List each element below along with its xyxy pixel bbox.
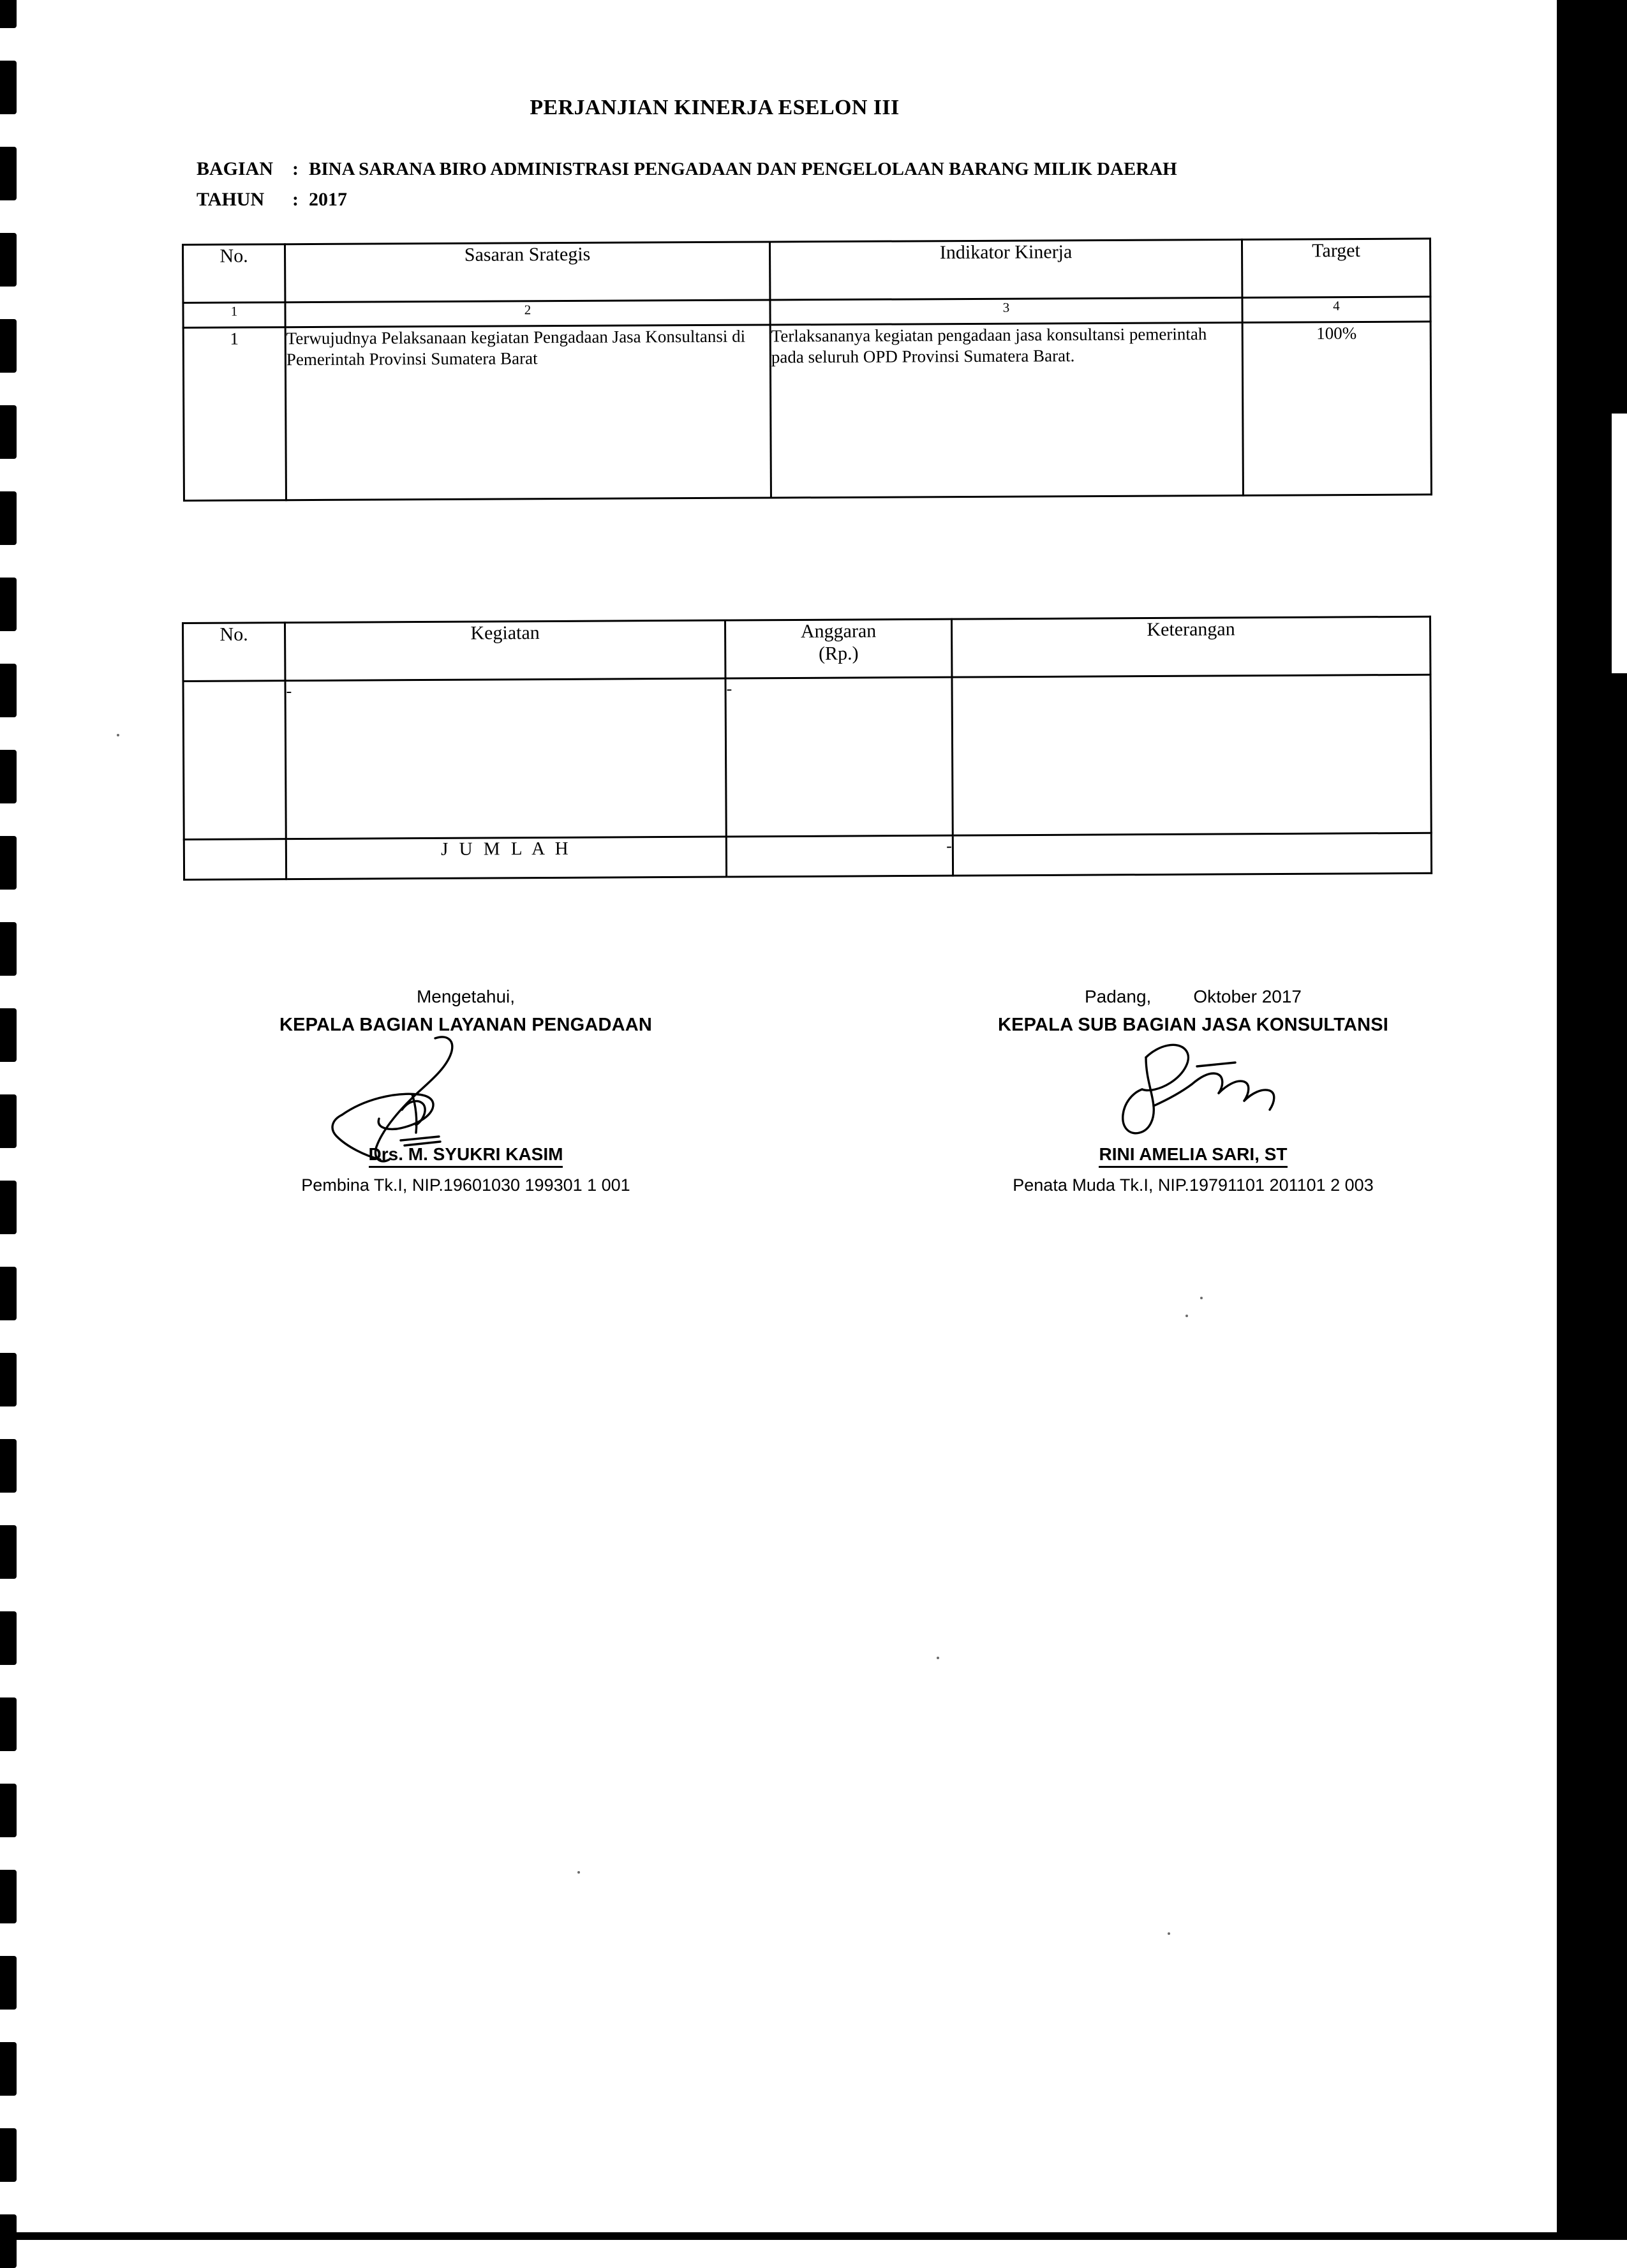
table-sasaran-header-row: [183, 239, 1430, 303]
signature-right-title: KEPALA SUB BAGIAN JASA KONSULTANSI: [997, 1015, 1389, 1035]
signature-right-date-line: [925, 987, 1461, 1007]
signature-left-name-wrap: [211, 1144, 721, 1168]
cell-keterangan: [952, 675, 1431, 835]
scan-speck: [1200, 1297, 1203, 1299]
punch-hole-mark: [0, 405, 17, 459]
signature-left-mark-area: [211, 1036, 721, 1144]
signature-left-title: KEPALA BAGIAN LAYANAN PENGADAAN: [279, 1015, 653, 1035]
total-cell-empty: [184, 839, 286, 880]
punch-hole-mark: [0, 1008, 17, 1062]
header-target: Target: [1242, 239, 1430, 297]
table-row: [183, 675, 1431, 839]
header-no: No.: [183, 623, 285, 682]
table-row: [183, 322, 1431, 501]
punch-hole-mark: [0, 0, 17, 28]
punch-hole-mark: [0, 2214, 17, 2268]
punch-hole-mark: [0, 1611, 17, 1665]
punch-hole-mark: [0, 1439, 17, 1493]
punch-hole-mark: [0, 1697, 17, 1751]
punch-hole-mark: [0, 1870, 17, 1923]
cell-target: 100%: [1242, 322, 1431, 495]
punch-hole-mark: [0, 1956, 17, 2010]
scan-speck: [117, 734, 119, 736]
cell-no: [183, 681, 286, 840]
total-label: J U M L A H: [286, 837, 726, 879]
column-number-1: 1: [183, 302, 285, 328]
column-number-4: 4: [1242, 297, 1430, 322]
handwritten-signature-icon: [1085, 1029, 1302, 1157]
meta-colon-bagian: :: [292, 158, 299, 179]
meta-value-tahun: 2017: [309, 189, 347, 210]
signature-right-rank-nip: Penata Muda Tk.I, NIP.19791101 201101 2 003: [1013, 1175, 1374, 1195]
column-number-2: 2: [285, 300, 770, 327]
signature-right-mark-area: [925, 1036, 1461, 1144]
scan-right-edge-shadow-mid: [1557, 56, 1627, 414]
total-cell-keterangan: [953, 833, 1431, 876]
punch-hole-mark: [0, 2128, 17, 2182]
header-indikator-kinerja: Indikator Kinerja: [769, 239, 1242, 300]
punch-hole-mark: [0, 1353, 17, 1406]
cell-sasaran-strategis: Terwujudnya Pelaksanaan kegiatan Pengadaan Jasa Konsultansi di Pemerintah Provinsi Sumatera Barat: [285, 325, 771, 500]
column-number-3: 3: [770, 297, 1242, 325]
signature-right-name-wrap: [925, 1144, 1461, 1168]
signature-left-name: Drs. M. SYUKRI KASIM: [369, 1144, 563, 1168]
punch-hole-mark: [0, 750, 17, 803]
table-kegiatan-header-row: [183, 616, 1430, 681]
scan-speck: [937, 1657, 939, 1659]
punch-hole-mark: [0, 664, 17, 717]
signature-right-city: Padang,: [1085, 987, 1152, 1006]
header-sasaran-strategis: Sasaran Srategis: [285, 242, 770, 302]
signature-block-right: [925, 987, 1461, 1195]
total-value: -: [726, 835, 953, 877]
meta-value-bagian: BINA SARANA BIRO ADMINISTRASI PENGADAAN DAN PENGELOLAAN BARANG MILIK DAERAH: [309, 159, 1177, 179]
page-title: PERJANJIAN KINERJA ESELON III: [530, 96, 900, 119]
meta-row-bagian: [197, 158, 1177, 180]
punch-hole-mark: [0, 61, 17, 114]
signature-block-left: [211, 987, 721, 1195]
punch-hole-mark: [0, 1181, 17, 1234]
header-keterangan: Keterangan: [951, 616, 1430, 677]
header-anggaran-label: Anggaran: [800, 620, 877, 642]
cell-kegiatan: -: [285, 678, 726, 839]
punch-hole-mark: [0, 1784, 17, 1837]
header-anggaran-unit: (Rp.): [818, 642, 859, 664]
punch-hole-mark: [0, 319, 17, 373]
scan-speck: [577, 1871, 580, 1874]
punch-hole-mark: [0, 578, 17, 631]
punch-hole-mark: [0, 1525, 17, 1579]
scan-right-edge-shadow-top: [1557, 0, 1627, 56]
signature-left-rank-nip: Pembina Tk.I, NIP.19601030 199301 1 001: [301, 1175, 630, 1195]
table-sasaran-strategis: [182, 237, 1432, 502]
cell-indikator-kinerja: Terlaksananya kegiatan pengadaan jasa konsultansi pemerintah pada seluruh OPD Provinsi Sumatera Barat.: [770, 322, 1243, 498]
punch-hole-mark: [0, 491, 17, 545]
punch-hole-mark: [0, 836, 17, 890]
scan-right-edge-shadow-lower: [1557, 673, 1627, 2240]
header-kegiatan: Kegiatan: [285, 620, 725, 681]
table-kegiatan-anggaran: [182, 616, 1432, 881]
table-total-row: [184, 833, 1431, 879]
punch-hole-mark: [0, 233, 17, 287]
meta-label-bagian: BAGIAN: [197, 158, 274, 179]
punch-hole-mark: [0, 147, 17, 200]
meta-colon-tahun: :: [292, 189, 299, 210]
scan-bottom-edge-shadow: [0, 2232, 1557, 2240]
punch-hole-mark: [0, 1094, 17, 1148]
signature-left-top-line: Mengetahui,: [416, 987, 516, 1006]
punch-hole-mark: [0, 922, 17, 976]
cell-anggaran: -: [725, 677, 953, 837]
punch-hole-mark: [0, 1267, 17, 1320]
meta-row-tahun: [197, 189, 347, 211]
header-no: No.: [183, 244, 285, 303]
scan-speck: [1168, 1932, 1170, 1935]
scan-speck: [1185, 1315, 1188, 1317]
cell-no: 1: [183, 327, 286, 501]
signature-right-date: Oktober 2017: [1193, 987, 1302, 1006]
scan-binder-punch-strip: [0, 0, 26, 2240]
punch-hole-mark: [0, 2042, 17, 2096]
header-anggaran: [725, 619, 951, 678]
signature-right-name: RINI AMELIA SARI, ST: [1099, 1144, 1287, 1168]
meta-label-tahun: TAHUN: [197, 189, 265, 210]
